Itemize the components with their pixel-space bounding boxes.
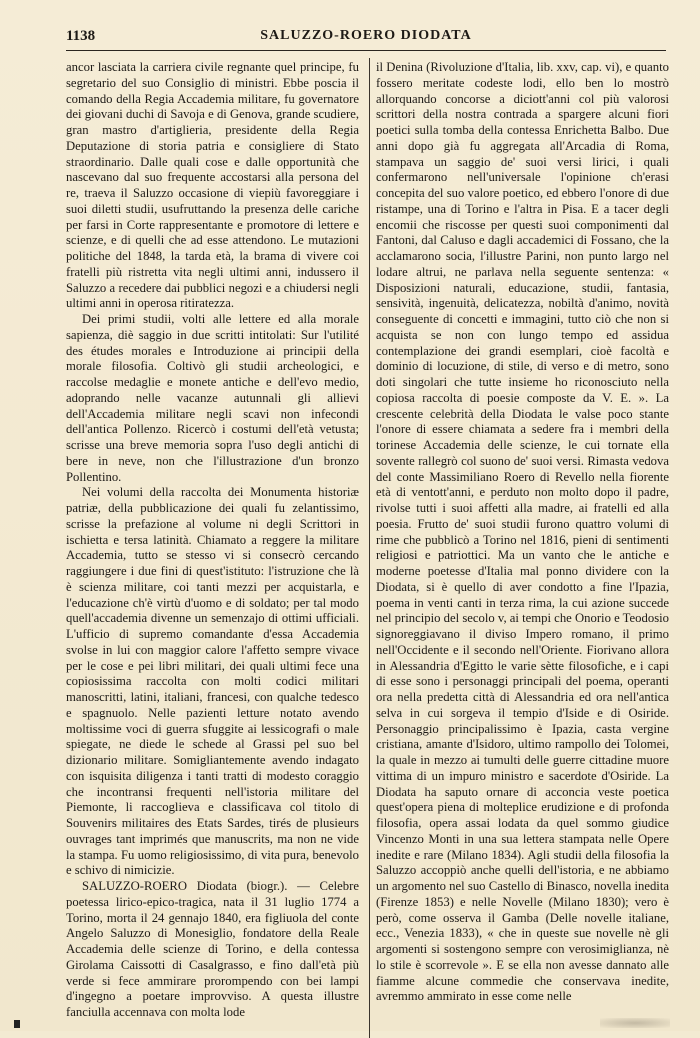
page-header <box>66 28 666 50</box>
scan-mark <box>14 1020 20 1028</box>
paragraph: Nei volumi della raccolta dei Monumenta historiæ patriæ, della pubblicazione dei quali fu zelantissimo, scrisse la prefazione al volume ni degli Scrittori in ischietta e tersa latinità. Chiamato a reggere la militare Accademia, tutto se stesso vi si consecrò cercando raggiungere i due fini di quest'istituto: l'istruzione che là è scienza militare, coi tanti mezzi per acquistarla, e l'educazione ch'è virtù d'uomo e di soldato; per tal modo quell'accademia divenne un semenzajo di ottimi ufficiali. L'ufficio di supremo comandante d'essa Accademia svolse in lui con maggior calore l'affetto sempre vivace per le cose e pei libri militari, dei quali ultimi fece una copiosissima raccolta con molti codici militari manoscritti, latini, italiani, francesi, con qualche tedesco e spagnuolo. Nelle pazienti letture notato avendo moltissime voci di guerra sfuggite ai lessicografi o male spiegate, ne diede le schede al Grassi pel suo bel dizionario militare. Somigliantemente avendo indagato con isquisita diligenza i tanti tratti di modesto coraggio che incontransi frequenti nell'istoria militare del Piemonte, li raccoglieva e classificava col titolo di Souvenirs militaires des Etats Sardes, tirés de plusieurs ouvrages tant imprimés que manuscrits, ma non ne vide la stampa. Fu uomo religiosissimo, di vita pura, benevolo e schivo di nimicizie. <box>66 485 359 878</box>
running-title: SALUZZO-ROERO DIODATA <box>260 28 472 43</box>
entry-paragraph: SALUZZO-ROERO Diodata (biogr.). — Celebre poetessa lirico-epico-tragica, nata il 31 luglio 1774 a Torino, morta il 24 gennajo 1840, era figliuola del conte Angelo Saluzzo di Monesiglio, fondatore della Reale Accademia delle scienze di Torino, e della contessa Girolama Caissotti di Casalgrasso, e fino dall'età più verde si fece ammirare prorompendo con bei lampi d'ingegno a poetare improvviso. A questa illustre fanciulla accennava con molta lode <box>66 879 359 1019</box>
paragraph: il Denina (Rivoluzione d'Italia, lib. xxv, cap. vi), e quanto fossero meritate codeste lodi, ello ben lo mostrò allorquando concorse a diciott'anni col più valorosi scrittori della nostra contrada a spargere alcuni fiori poetici sulla tomba della contessa Enrichetta Balbo. Due anni dopo già fu aggregata all'Arcadia di Roma, stampava un saggio de' suoi versi lirici, i quali confermarono nell'universale l'opinione ch'erasi concepita del suo valore poetico, ed ebbero l'onore di due ristampe, una di Torino e l'altra in Pisa. E a tacer degli encomii che riscosse per questi suoi componimenti dal Fantoni, dal Caluso e dagli accademici di Fossano, che la acclamarono socia, l'illustre Parini, non punto largo nel lodare altrui, ne parlava nella seguente sentenza: « Disposizioni naturali, educazione, studii, fantasia, sensività, ingenuità, delicatezza, nobiltà d'animo, novità conseguente di concetti e immagini, tutto ciò che non si acquista se non con lungo tempo ed assidua contemplazione dei grandi esemplari, cioè facoltà e dominio di locuzione, di stile, di verso e di metro, sono doti singolari che tutte insieme ho riconosciuto nella copiosa raccolta di poesie composte da V. E. ». La crescente celebrità della Diodata le valse poco stante l'onore di essere chiamata a sedere fra i membri della torinese Accademia delle scienze, le cui tornate ella sovente rallegrò col suono de' suoi versi. Rimasta vedova del conte Massimiliano Roero di Revello nella fiorente età di ventott'anni, e perduto non molto dopo il padre, rivolse tutti i suoi affetti alla madre, ai fratelli ed alla poesia. Frutto de' suoi studii furono quattro volumi di rime che pubblicò a Torino nel 1816, pieni di sentimenti religiosi e patriottici. Ma un vanto che le antiche e moderne poetesse d'Italia mal ponno dividere con la Diodata, si è quello di aver condotto a fine l'Ipazia, poema in venti canti in terza rima, la cui azione succede nel principio del secolo v, ai tempi che Onorio e Teodosio signoreggiavano il diviso Impero romano, il primo nell'Occidente e il secondo nell'Oriente. Fiorivano allora in Alessandria d'Egitto le varie sètte filosofiche, e i capi di esse sono i personaggi principali del poema, operanti ora nella predetta città di Alessandria ed ora nell'antica selva in cui sorgeva il tempio d'Iside e di Osiride. Personaggio principalissimo è Ipazia, casta vergine cristiana, amante d'Isidoro, ultimo rampollo dei Tolomei, la quale in mezzo ai tumulti delle guerre cittadine muore vittima di un impuro ministro e sacerdote d'Osiride. La Diodata ha saputo ornare di acconcia veste poetica quest'opera piena di molteplice erudizione e di profonda filosofia, opera assai lodata da quel sommo giudice Vincenzo Monti in una sua lettera stampata nelle Opere inedite e rare (Milano 1834). Agli studii della filosofia la Saluzzo accoppiò anche quelli dell'istoria, e ne abbiamo un argomento nel suo Castello di Binasco, novella inedita (Firenze 1853) e nelle Novelle (Milano 1830); vero è però, come osserva il Gamba (Delle novelle italiane, ecc., Venezia 1833), « che in queste sue novelle nè gli argomenti si sostengono sempre con verosimiglianza, nè lo stile è scorrevole ». E se ella non avesse dannato alle fiamme alcune commedie che conservava inedite, avremmo ammirato in esse come nelle <box>376 60 669 1004</box>
page-number: 1138 <box>66 28 96 44</box>
scan-smudge <box>600 1018 670 1028</box>
header-rule <box>66 50 666 51</box>
left-column <box>66 60 359 1030</box>
right-column <box>376 60 669 1030</box>
paragraph: ancor lasciata la carriera civile regnante quel principe, fu segretario del suo Consiglio di ministri. Ebbe poscia il comando della Regia Accademia militare, fu governatore dei giovani duchi di Savoja e di Genova, grande scudiere, gran mastro d'artiglieria, presidente della Regia Deputazione di storia patria e consigliere di Stato straordinario. Dalle quali cose e dalle opportunità che nascevano dal suo frequente accostarsi alla persona del re, traeva il Saluzzo occasione di viepiù favoreggiare i suoi diletti studii, usufruttando la presenza delle cariche per farsi in Corte rappresentante e promotore di lettere e scienze, e di quelli che ad esse attendono. Le mutazioni politiche del 1848, la tarda età, la brama di vivere coi fratelli più ristretta vita negli ultimi anni, indussero il Saluzzo a recedere dai pubblici negozi e a chiudersi negli ultimi anni in operosa ritiratezza. <box>66 60 359 311</box>
column-divider <box>369 58 370 1038</box>
paragraph: Dei primi studii, volti alle lettere ed alla morale sapienza, diè saggio in due scritti intitolati: Sur l'utilité des études morales e Introduzione ai principii della morale filosofia. Coltivò gli studii archeologici, e raccolse medaglie e monete antiche e dell'evo medio, adoprando nelle vacanze autunnali gli allievi dell'Accademia militare negli scavi non infecondi dell'antica Pollenzo. Ricercò i costumi dell'età vetusta; scrisse una breve memoria sopra l'uso degli antichi di bere in neve, non che l'illustrazione d'un bronzo Pollentino. <box>66 312 359 484</box>
